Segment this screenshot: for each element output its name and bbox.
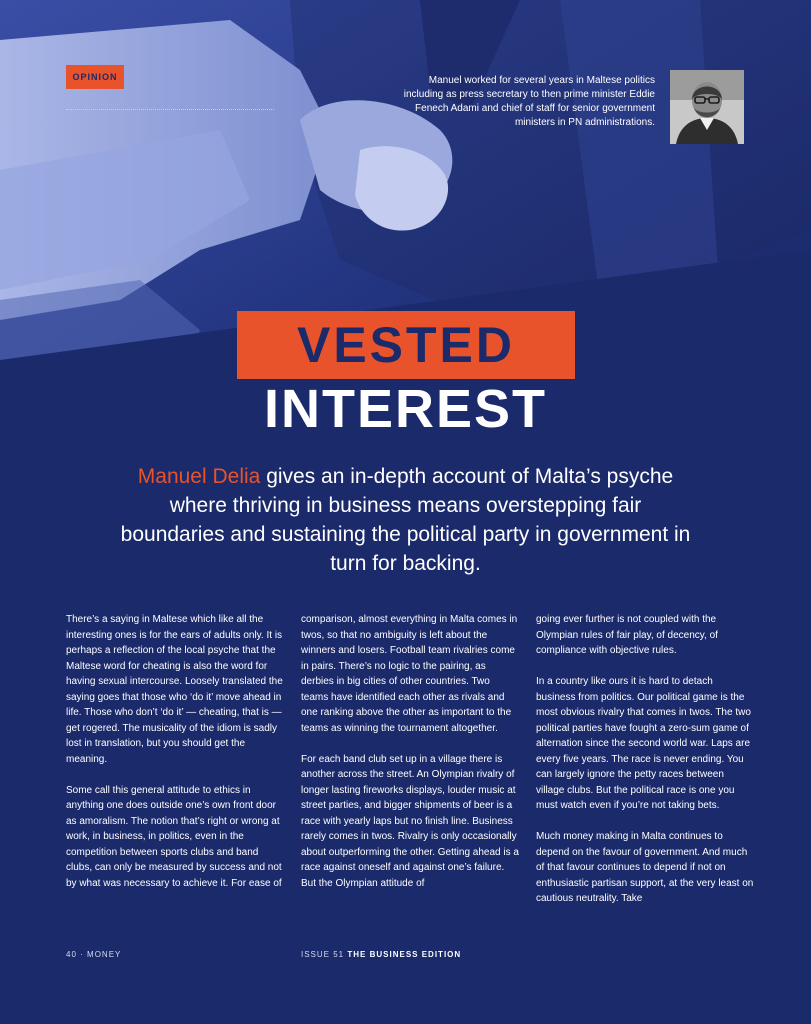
paragraph: Much money making in Malta continues to depend on the favour of government. And much of that favour continues to depend if not on enthusiastic partisan support, at the very least on cautious neutrality. Take	[536, 831, 754, 904]
headline-line1: VESTED	[296, 317, 516, 373]
issue-number: ISSUE 51	[301, 950, 345, 959]
paragraph: There’s a saying in Maltese which like all the interesting ones is for the ears of adults only. It is perhaps a reflection of the local psyche that the Maltese word for cheating is also the word for having sexual intercourse. Loosely translated the saying goes that those who ‘do it’ move ahead in life. Those who don’t ‘do it’ — cheating, that is — get rogered. The musicality of the idiom is sadly lost in translation, but you should get the meaning.	[66, 614, 283, 765]
paragraph: For each band club set up in a village there is another across the street. An Olympian rivalry of longer lasting fireworks displays, louder music at street parties, and bigger shipments of beer is a race with yearly laps but no finish line. Business rarely comes in twos. Rivalry is only occasionally about outperforming the other. Getting ahead is a race against oneself and against one’s failure. But the Olympian attitude of	[301, 753, 519, 889]
footer-issue	[301, 950, 461, 959]
standfirst-text: gives an in-depth account of Malta’s psyche where thriving in business means overstepping fair boundaries and sustaining the political party in government in turn for backing.	[120, 465, 691, 575]
paragraph: Some call this general attitude to ethics in anything one does outside one’s own front door as amoralism. The notion that’s right or wrong at work, in business, in politics, even in the competition between sports clubs and band clubs, can only be measured by success and not by what was necessary to achieve it. For ease of	[66, 784, 282, 889]
headline-line2: INTEREST	[263, 379, 548, 439]
paragraph: comparison, almost everything in Malta comes in twos, so that no ambiguity is left about the winners and losers. Football team rivalries come in pairs. There’s no logic to the pairing, as derbies in big cities of other countries. Two teams have identified each other as rivals and one ranking above the other as important to the teams as winning the tournament altogether.	[301, 614, 518, 734]
body-column-1	[66, 612, 284, 907]
footer-section: MONEY	[87, 950, 122, 959]
paragraph: In a country like ours it is hard to detach business from politics. Our political game is the most obvious rivalry that comes in twos. The two political parties have fought a zero-sum game of alternation since the second world war. Laps are every five years. The race is never ending. You can largely ignore the petty races between village clubs. But the political race is one you must watch even if you’re not taking bets.	[536, 676, 751, 811]
standfirst-author: Manuel Delia	[137, 465, 261, 488]
author-portrait	[670, 70, 744, 144]
body-column-3	[536, 612, 754, 922]
folio-separator: ·	[80, 950, 84, 959]
footer-folio	[66, 950, 121, 959]
section-tag: OPINION	[66, 65, 124, 89]
edition-name: THE BUSINESS EDITION	[347, 950, 462, 959]
body-column-2	[301, 612, 519, 907]
divider-rule	[66, 109, 274, 110]
paragraph: going ever further is not coupled with the Olympian rules of fair play, of decency, of compliance with objective rules.	[536, 614, 718, 656]
standfirst	[120, 462, 691, 578]
page-number: 40	[66, 950, 77, 959]
author-bio: Manuel worked for several years in Maltese politics including as press secretary to then prime minister Eddie Fenech Adami and chief of staff for senior government ministers in PN administrations.	[403, 75, 655, 128]
